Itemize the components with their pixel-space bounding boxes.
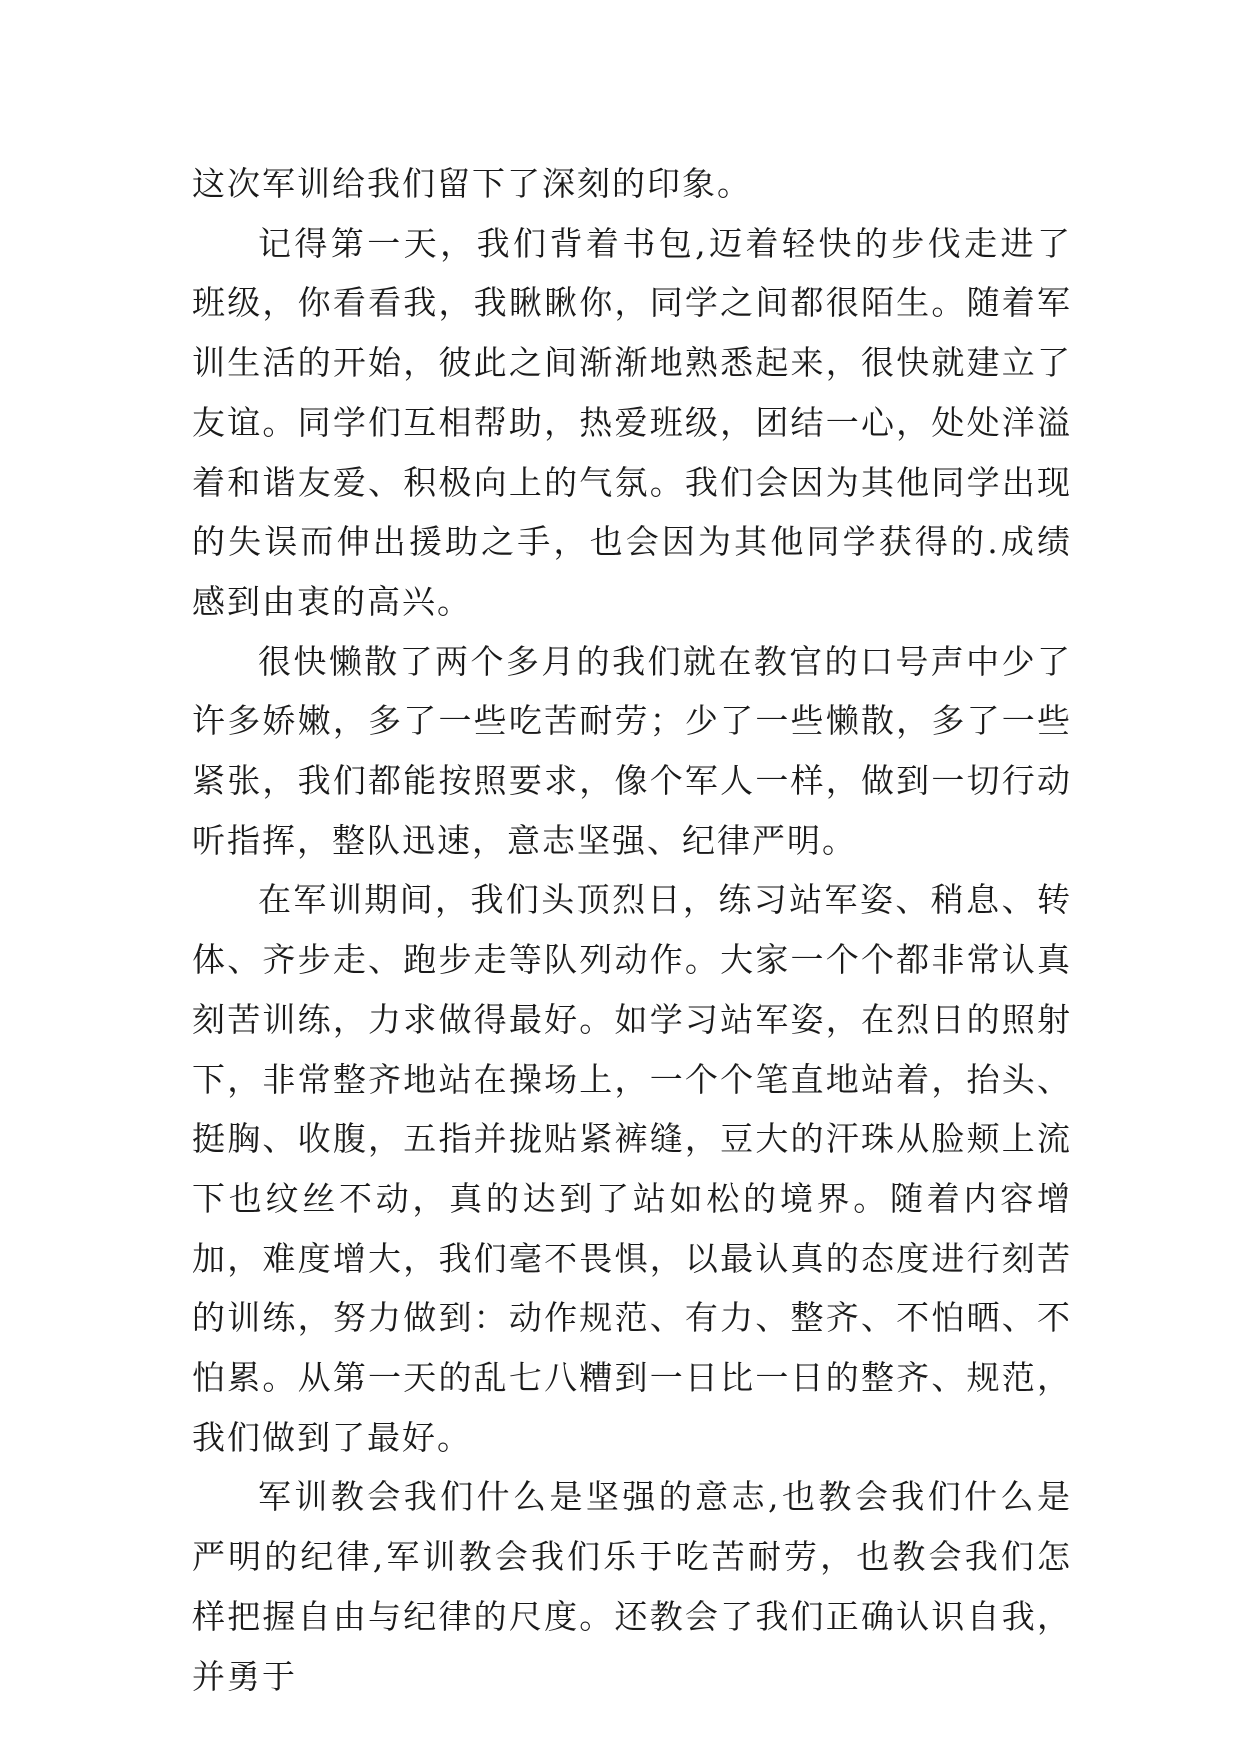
paragraph-3: 很快懒散了两个多月的我们就在教官的口号声中少了许多娇嫩，多了一些吃苦耐劳；少了一些懒散，多了一些紧张，我们都能按照要求，像个军人一样，做到一切行动听指挥，整队迅速，意志坚强、纪律严明。 [192, 641, 1072, 860]
document-body [192, 154, 1072, 1706]
paragraph-1: 这次军训给我们留下了深刻的印象。 [192, 164, 752, 203]
paragraph-2: 记得第一天，我们背着书包,迈着轻快的步伐走进了班级，你看看我，我瞅瞅你，同学之间都很陌生。随着军训生活的开始，彼此之间渐渐地熟悉起来，很快就建立了友谊。同学们互相帮助，热爱班级，团结一心，处处洋溢着和谐友爱、积极向上的气氛。我们会因为其他同学出现的失误而伸出援助之手，也会因为其他同学获得的.成绩感到由衷的高兴。 [192, 223, 1072, 621]
paragraph-5: 军训教会我们什么是坚强的意志,也教会我们什么是严明的纪律,军训教会我们乐于吃苦耐劳，也教会我们怎样把握自由与纪律的尺度。还教会了我们正确认识自我，并勇于 [192, 1477, 1072, 1696]
paragraph-4: 在军训期间，我们头顶烈日，练习站军姿、稍息、转体、齐步走、跑步走等队列动作。大家一个个都非常认真刻苦训练，力求做得最好。如学习站军姿，在烈日的照射下，非常整齐地站在操场上，一个个笔直地站着，抬头、挺胸、收腹，五指并拢贴紧裤缝，豆大的汗珠从脸颊上流下也纹丝不动，真的达到了站如松的境界。随着内容增加，难度增大，我们毫不畏惧，以最认真的态度进行刻苦的训练，努力做到：动作规范、有力、整齐、不怕晒、不怕累。从第一天的乱七八糟到一日比一日的整齐、规范，我们做到了最好。 [192, 880, 1072, 1457]
